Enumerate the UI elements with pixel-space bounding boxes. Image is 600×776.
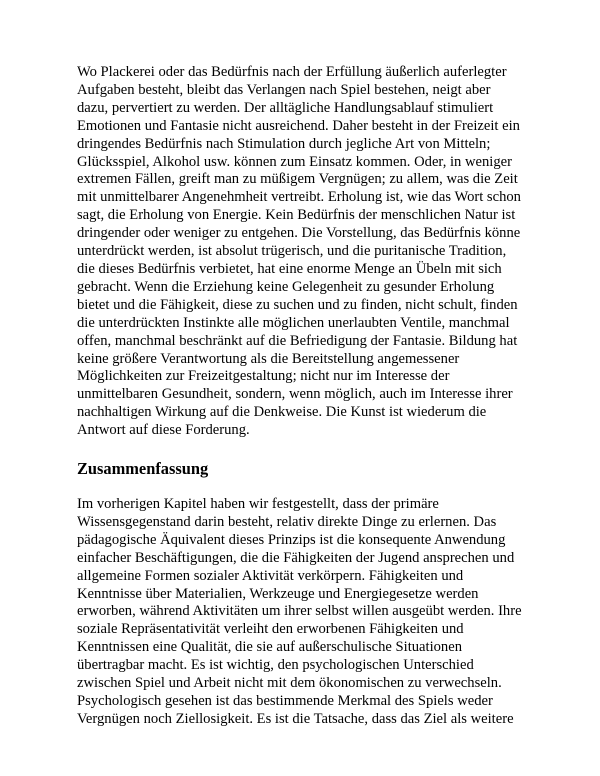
text-line: bietet und die Fähigkeit, diese zu suchen und zu finden, nicht schult, finden	[77, 296, 518, 313]
text-line: die unterdrückten Instinkte alle möglichen unerlaubten Ventile, manchmal	[77, 314, 510, 331]
text-line: Glücksspiel, Alkohol usw. können zum Einsatz kommen. Oder, in weniger	[77, 153, 512, 170]
section-heading: Zusammenfassung	[77, 459, 209, 479]
document-page	[77, 64, 529, 729]
text-line: offen, manchmal beschränkt auf die Befriedigung der Fantasie. Bildung hat	[77, 332, 518, 349]
text-line: dringendes Bedürfnis nach Stimulation durch jegliche Art von Mitteln;	[77, 135, 491, 152]
text-line: pädagogische Äquivalent dieses Prinzips ist die konsequente Anwendung	[77, 531, 506, 548]
text-line: Vergnügen noch Ziellosigkeit. Es ist die Tatsache, dass das Ziel als weitere	[77, 710, 514, 727]
text-line: Möglichkeiten zur Freizeitgestaltung; nicht nur im Interesse der	[77, 368, 450, 385]
text-line: extremen Fällen, greift man zu müßigem Vergnügen; zu allem, was die Zeit	[77, 171, 518, 188]
text-line: Aufgaben besteht, bleibt das Verlangen nach Spiel bestehen, neigt aber	[77, 81, 491, 98]
text-line: Kenntnissen eine Qualität, die sie auf außerschulische Situationen	[77, 639, 463, 656]
text-line: allgemeine Formen sozialer Aktivität verkörpern. Fähigkeiten und	[77, 567, 464, 584]
text-line: erworben, während Aktivitäten um ihrer selbst willen ausgeübt werden. Ihre	[77, 603, 522, 620]
text-line: Antwort auf diese Forderung.	[77, 422, 250, 439]
text-line: die dieses Bedürfnis verbietet, hat eine enorme Menge an Übeln mit sich	[77, 260, 502, 277]
text-line: zwischen Spiel und Arbeit nicht mit dem ökonomischen zu verwechseln.	[77, 675, 502, 692]
text-line: übertragbar macht. Es ist wichtig, den psychologischen Unterschied	[77, 657, 474, 674]
text-line: gebracht. Wenn die Erziehung keine Gelegenheit zu gesunder Erholung	[77, 278, 495, 295]
text-line: unmittelbaren Gesundheit, sondern, wenn möglich, auch im Interesse ihrer	[77, 386, 513, 403]
body-paragraph-2	[77, 496, 529, 729]
text-line: sagt, die Erholung von Energie. Kein Bedürfnis der menschlichen Natur ist	[77, 207, 516, 224]
text-line: einfacher Beschäftigungen, die die Fähigkeiten der Jugend ansprechen und	[77, 549, 515, 566]
text-line: dringender oder weniger zu entgehen. Die Vorstellung, das Bedürfnis könne	[77, 225, 521, 242]
text-line: nachhaltigen Wirkung auf die Denkweise. Die Kunst ist wiederum die	[77, 404, 487, 421]
text-line: Psychologisch gesehen ist das bestimmende Merkmal des Spiels weder	[77, 693, 493, 709]
text-line: Wo Plackerei oder das Bedürfnis nach der Erfüllung äußerlich auferlegter	[77, 64, 507, 80]
text-line: Wissensgegenstand darin besteht, relativ direkte Dinge zu erlernen. Das	[77, 513, 497, 530]
text-line: Kenntnisse über Materialien, Werkzeuge und Energiegesetze werden	[77, 585, 479, 602]
text-line: soziale Repräsentativität verleiht den erworbenen Fähigkeiten und	[77, 621, 464, 638]
text-line: unterdrückt werden, ist absolut trügerisch, und die puritanische Tradition,	[77, 243, 507, 260]
body-paragraph-1	[77, 64, 529, 440]
text-line: keine größere Verantwortung als die Bereitstellung angemessener	[77, 350, 460, 367]
text-line: mit unmittelbarer Angenehmheit vertreibt. Erholung ist, wie das Wort schon	[77, 189, 521, 206]
text-line: Emotionen und Fantasie nicht ausreichend. Daher besteht in der Freizeit ein	[77, 117, 520, 134]
text-line: dazu, pervertiert zu werden. Der alltägliche Handlungsablauf stimuliert	[77, 99, 494, 116]
text-line: Im vorherigen Kapitel haben wir festgestellt, dass der primäre	[77, 496, 439, 513]
